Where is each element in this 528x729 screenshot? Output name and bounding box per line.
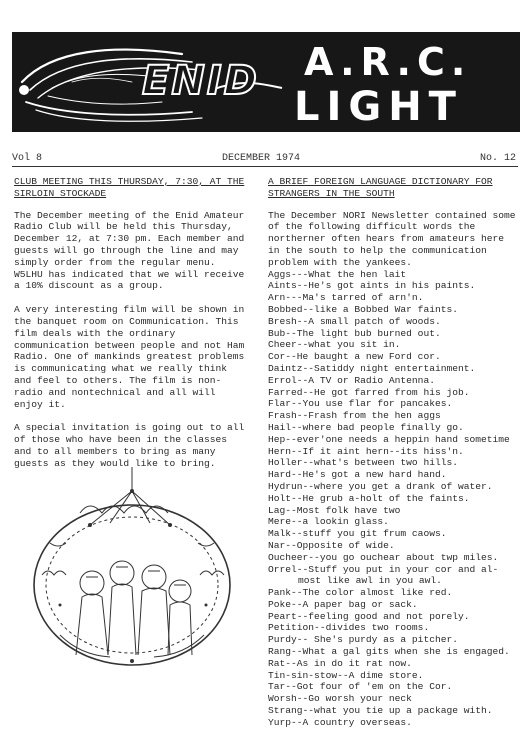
dictionary-entry: Tar--Got four of 'em on the Cor.: [268, 681, 453, 693]
dictionary-entry: Tin-sin-stow--A dime store.: [268, 669, 424, 681]
dictionary-entry: Aggs---What the hen lait: [268, 268, 407, 280]
dictionary-entry: Hern--If it aint hern--its hiss'n.: [268, 445, 464, 457]
dictionary-entry: Purdy-- She's purdy as a pitcher.: [268, 634, 458, 646]
dictionary-entry: Daintz--Satiddy night entertainment.: [268, 362, 476, 374]
meeting-paragraph: The December meeting of the Enid Amateur Radio Club will be held this Thursday, December 12, at 7:30 pm. Each member and guests will go through the line and may simply order from the regular menu. W5LHU has indicated that we will receive a 10% discount as a group.: [14, 209, 245, 292]
dictionary-entry: Yurp--A country overseas.: [268, 716, 412, 728]
dictionary-entry: Pank--The color almost like red.: [268, 587, 453, 599]
dictionary-list: [268, 269, 518, 729]
dictionary-entry: Bobbed--like a Bobbed War faints.: [268, 303, 458, 315]
dictionary-entry: Nar--Opposite of wide.: [268, 539, 395, 551]
dictionary-entry: Hydrun--where you get a drank of water.: [268, 480, 493, 492]
dictionary-entry: Flar--You use flar for pancakes.: [268, 398, 453, 410]
dictionary-entry: Farred--He got farred from his job.: [268, 386, 470, 398]
invitation-paragraph: A special invitation is going out to all of those who have been in the classes and to all members to bring as many guests as they would like to bring.: [14, 422, 245, 469]
volume-label: Vol 8: [12, 153, 43, 164]
header-divider: [12, 166, 518, 167]
dictionary-entry: Orrel--Stuff you put in your cor and al-: [268, 563, 499, 575]
film-paragraph: A very interesting film will be shown in the banquet room on Communication. This film deals with the ordinary communication between people and not Ham Radio. One of mankinds greatest problems is communicating what we really think and feel to others. The film is non-radio and nontechnical and all will enjoy it.: [14, 304, 245, 410]
dictionary-entry: Hep--ever'one needs a heppin hand sometime: [268, 433, 510, 445]
masthead-banner: [12, 32, 520, 132]
masthead-enid: ENID: [142, 58, 259, 104]
dictionary-entry: Rat--As in do it rat now.: [268, 657, 412, 669]
dictionary-intro: The December NORI Newsletter contained some of the following difficult words the northerner often hears from amateurs here in the south to help the communication problem with the yankees.: [268, 209, 516, 268]
issue-date: DECEMBER 1974: [222, 153, 301, 164]
left-column: [14, 176, 250, 482]
dictionary-entry: Bresh--A small patch of woods.: [268, 315, 441, 327]
meeting-heading: CLUB MEETING THIS THURSDAY, 7:30, AT THE SIRLOIN STOCKADE: [14, 176, 245, 199]
dictionary-entry: Poke--A paper bag or sack.: [268, 598, 418, 610]
masthead-light: LIGHT: [294, 84, 463, 130]
dictionary-entry: Arn---Ma's tarred of arn'n.: [268, 292, 424, 304]
dictionary-entry: Frash--Frash from the hen aggs: [268, 410, 441, 422]
dictionary-entry: Lag--Most folk have two: [268, 504, 401, 516]
dictionary-entry: Errol--A TV or Radio Antenna.: [268, 374, 435, 386]
dictionary-entry: Hail--where bad people finally go.: [268, 421, 464, 433]
right-column: [268, 176, 518, 729]
dictionary-entry: Oucheer--you go ouchear about twp miles.: [268, 551, 499, 563]
dictionary-entry: Petition--divides two rooms.: [268, 622, 430, 634]
dictionary-entry: Mere--a lookin glass.: [268, 516, 389, 528]
dictionary-entry: Rang--What a gal gits when she is engaged.: [268, 646, 510, 658]
dictionary-entry: Hard--He's got a new hard hand.: [268, 469, 447, 481]
dictionary-entry: Strang--what you tie up a package with.: [268, 705, 493, 717]
dictionary-entry: Cheer--what you sit in.: [268, 339, 401, 351]
dictionary-entry: Holler--what's between two hills.: [268, 457, 458, 469]
dictionary-entry: Worsh--Go worsh your neck: [268, 693, 412, 705]
issue-number: No. 12: [480, 153, 517, 164]
dictionary-entry: Peart--feeling good and not porely.: [268, 610, 470, 622]
dictionary-entry: Aints--He's got aints in his paints.: [268, 280, 476, 292]
dictionary-entry: Malk--stuff you git frum caows.: [268, 528, 447, 540]
dictionary-entry-continued: most like awl in you awl.: [298, 575, 442, 587]
christmas-wreath-illustration: [20, 465, 250, 675]
dictionary-entry: Cor--He baught a new Ford cor.: [268, 351, 441, 363]
dictionary-entry: Holt--He grub a-holt of the faints.: [268, 492, 470, 504]
dictionary-entry: Bub--The light bub burned out.: [268, 327, 441, 339]
dictionary-heading: A BRIEF FOREIGN LANGUAGE DICTIONARY FOR STRANGERS IN THE SOUTH: [268, 176, 493, 199]
masthead-arc: A.R.C.: [304, 40, 472, 84]
